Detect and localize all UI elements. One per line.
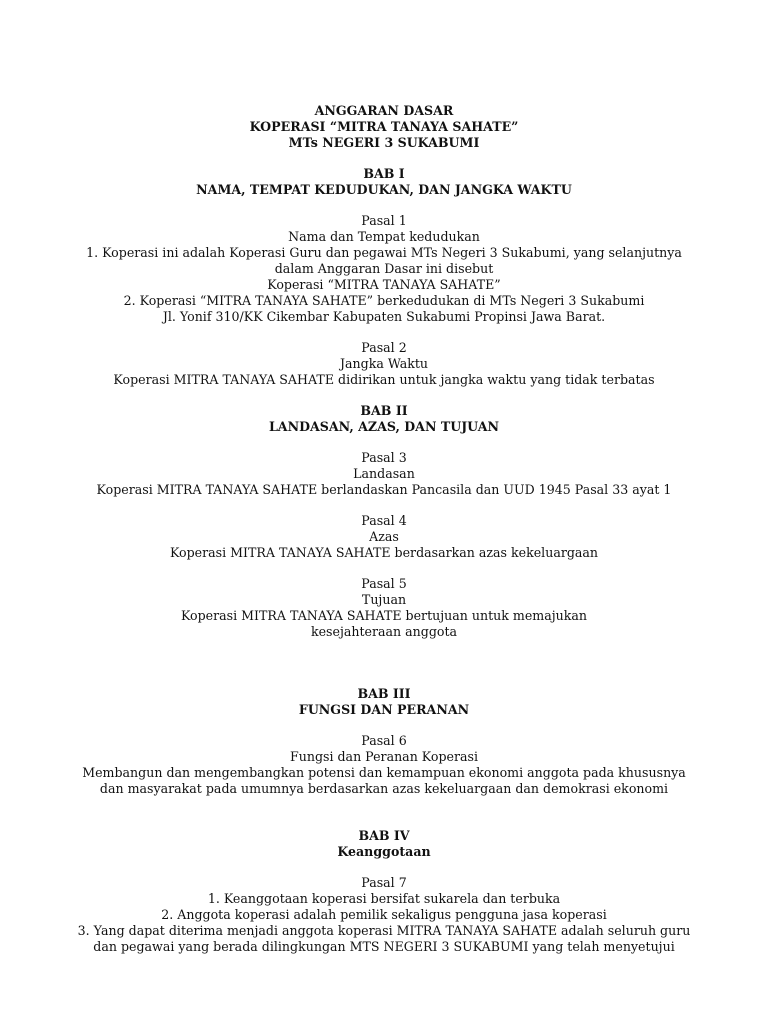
bab-1-title: NAMA, TEMPAT KEDUDUKAN, DAN JANGKA WAKTU bbox=[196, 182, 572, 197]
pasal-1-title: Nama dan Tempat kedudukan bbox=[288, 229, 480, 244]
pasal-5-line-1: Koperasi MITRA TANAYA SAHATE bertujuan untuk memajukan bbox=[180, 608, 588, 623]
pasal-1-label: Pasal 1 bbox=[361, 213, 407, 228]
pasal-1-line-3: Koperasi “MITRA TANAYA SAHATE” bbox=[267, 277, 501, 292]
pasal-6-line-2: dan masyarakat pada umumnya berdasarkan azas kekeluargaan dan demokrasi ekonomi bbox=[99, 781, 669, 796]
pasal-7-line-4: dan pegawai yang berada dilingkungan MTS NEGERI 3 SUKABUMI yang telah menyetujui bbox=[93, 939, 675, 954]
pasal-3-line-1: Koperasi MITRA TANAYA SAHATE berlandaskan Pancasila dan UUD 1945 Pasal 33 ayat 1 bbox=[96, 482, 672, 497]
pasal-4-line-1: Koperasi MITRA TANAYA SAHATE berdasarkan azas kekeluargaan bbox=[169, 545, 599, 560]
pasal-5-line-2: kesejahteraan anggota bbox=[310, 624, 458, 639]
pasal-1-line-1: 1. Koperasi ini adalah Koperasi Guru dan pegawai MTs Negeri 3 Sukabumi, yang selanjutnya bbox=[86, 245, 682, 260]
doc-title-line-1: ANGGARAN DASAR bbox=[314, 103, 454, 118]
pasal-1-line-2: dalam Anggaran Dasar ini disebut bbox=[274, 261, 494, 276]
bab-2-heading: BAB II bbox=[360, 403, 408, 418]
pasal-2-title: Jangka Waktu bbox=[339, 356, 429, 371]
bab-3-heading: BAB III bbox=[357, 686, 411, 701]
bab-4-title: Keanggotaan bbox=[337, 844, 431, 859]
pasal-1-line-4: 2. Koperasi “MITRA TANAYA SAHATE” berkedudukan di MTs Negeri 3 Sukabumi bbox=[123, 293, 645, 308]
pasal-7-line-1: 1. Keanggotaan koperasi bersifat sukarela dan terbuka bbox=[207, 891, 561, 906]
doc-title-line-3: MTs NEGERI 3 SUKABUMI bbox=[288, 135, 480, 150]
pasal-7-label: Pasal 7 bbox=[361, 875, 407, 890]
pasal-6-line-1: Membangun dan mengembangkan potensi dan kemampuan ekonomi anggota pada khususnya bbox=[82, 765, 686, 780]
pasal-5-label: Pasal 5 bbox=[361, 576, 407, 591]
bab-3-title: FUNGSI DAN PERANAN bbox=[298, 702, 470, 717]
pasal-6-label: Pasal 6 bbox=[361, 733, 407, 748]
pasal-7-line-2: 2. Anggota koperasi adalah pemilik sekaligus pengguna jasa koperasi bbox=[161, 907, 607, 922]
doc-title-line-2: KOPERASI “MITRA TANAYA SAHATE” bbox=[249, 119, 519, 134]
pasal-4-title: Azas bbox=[369, 529, 399, 544]
pasal-7-line-3: 3. Yang dapat diterima menjadi anggota koperasi MITRA TANAYA SAHATE adalah seluruh guru bbox=[77, 923, 691, 938]
bab-4-heading: BAB IV bbox=[358, 828, 410, 843]
pasal-4-label: Pasal 4 bbox=[361, 513, 407, 528]
pasal-1-line-5: Jl. Yonif 310/KK Cikembar Kabupaten Sukabumi Propinsi Jawa Barat. bbox=[162, 309, 606, 324]
pasal-3-title: Landasan bbox=[353, 466, 415, 481]
bab-2-title: LANDASAN, AZAS, DAN TUJUAN bbox=[268, 419, 500, 434]
pasal-6-title: Fungsi dan Peranan Koperasi bbox=[289, 749, 478, 764]
bab-1-heading: BAB I bbox=[363, 166, 405, 181]
pasal-3-label: Pasal 3 bbox=[361, 450, 407, 465]
pasal-5-title: Tujuan bbox=[361, 592, 407, 607]
pasal-2-line-1: Koperasi MITRA TANAYA SAHATE didirikan untuk jangka waktu yang tidak terbatas bbox=[113, 372, 655, 387]
pasal-2-label: Pasal 2 bbox=[361, 340, 407, 355]
